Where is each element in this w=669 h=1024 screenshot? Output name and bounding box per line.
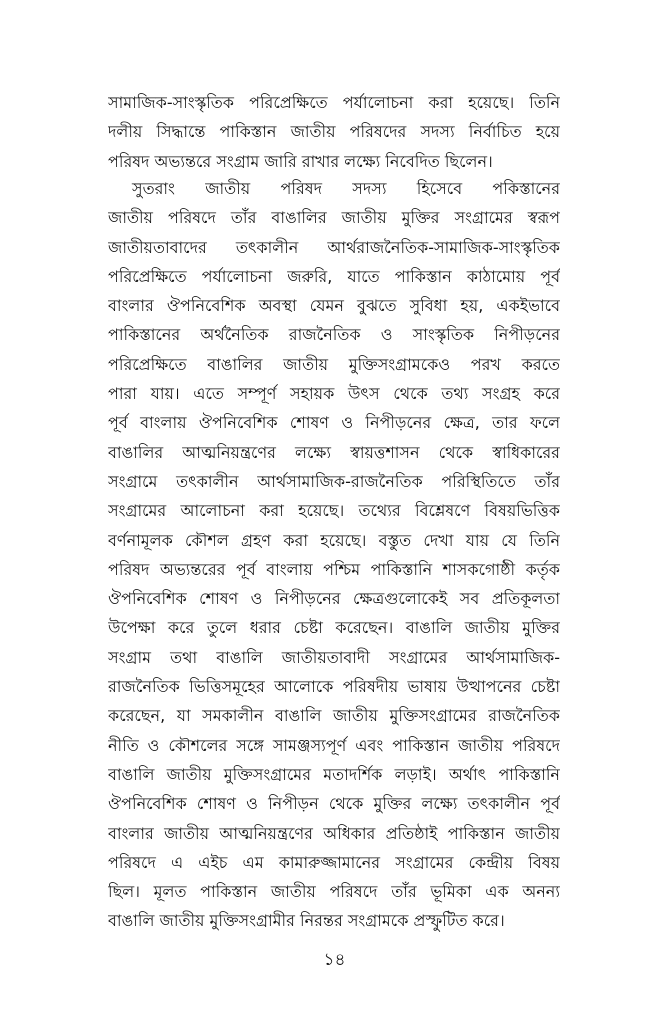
text-line: ঔপনিবেশিক শোষণ ও নিপীড়নের ক্ষেত্রগুলোকেই সব প্রতিকূলতা — [108, 589, 560, 609]
text-line: জাতীয়তাবাদের তৎকালীন আর্থরাজনৈতিক-সামাজিক-সাংস্কৃতিক — [108, 237, 560, 257]
text-line: বাংলার ঔপনিবেশিক অবস্থা যেমন বুঝতে সুবিধা হয়, একইভাবে — [108, 296, 560, 316]
text-line: নীতি ও কৌশলের সঙ্গে সামঞ্জস্যপূর্ণ এবং পাকিস্তান জাতীয় পরিষদে — [108, 735, 560, 755]
paragraph-2 — [108, 174, 560, 936]
paragraph-1 — [108, 88, 560, 176]
text-line: বাংলার জাতীয় আত্মনিয়ন্ত্রণের অধিকার প্রতিষ্ঠাই পাকিস্তান জাতীয় — [108, 823, 560, 843]
text-line: সংগ্রাম তথা বাঙালি জাতীয়তাবাদী সংগ্রামের আর্থসামাজিক- — [108, 647, 560, 667]
text-line: ঔপনিবেশিক শোষণ ও নিপীড়ন থেকে মুক্তির লক্ষ্যে তৎকালীন পূর্ব — [108, 794, 560, 814]
text-line: ছিল। মূলত পাকিস্তান জাতীয় পরিষদে তাঁর ভূমিকা এক অনন্য — [108, 882, 560, 902]
text-line: বর্ণনামূলক কৌশল গ্রহণ করা হয়েছে। বস্তুত দেখা যায় যে তিনি — [108, 530, 560, 550]
text-line: পরিষদ অভ্যন্তরের পূর্ব বাংলায় পশ্চিম পাকিস্তানি শাসকগোষ্ঠী কর্তৃক — [108, 559, 560, 579]
text-line: রাজনৈতিক ভিত্তিসমূহের আলোকে পরিষদীয় ভাষায় উত্থাপনের চেষ্টা — [108, 677, 560, 697]
text-line: করেছেন, যা সমকালীন বাঙালি জাতীয় মুক্তিসংগ্রামের রাজনৈতিক — [108, 706, 560, 726]
text-line: পাকিস্তানের অর্থনৈতিক রাজনৈতিক ও সাংস্কৃতিক নিপীড়নের — [108, 325, 560, 345]
text-line: পরিষদে এ এইচ এম কামারুজ্জামানের সংগ্রামের কেন্দ্রীয় বিষয় — [108, 852, 560, 872]
text-line: সুতরাং জাতীয় পরিষদ সদস্য হিসেবে পকিস্তানের — [132, 179, 560, 198]
text-line: দলীয় সিদ্ধান্তে পাকিস্তান জাতীয় পরিষদের সদস্য নির্বাচিত হয়ে — [108, 122, 560, 142]
text-line: সংগ্রামে তৎকালীন আর্থসামাজিক-রাজনৈতিক পরিস্থিতিতে তাঁর — [108, 471, 560, 491]
text-line: জাতীয় পরিষদে তাঁর বাঙালির জাতীয় মুক্তির সংগ্রামের স্বরূপ — [108, 208, 560, 228]
text-line: সামাজিক-সাংস্কৃতিক পরিপ্রেক্ষিতে পর্যালোচনা করা হয়েছে। তিনি — [108, 93, 560, 112]
text-line: পরিপ্রেক্ষিতে পর্যালোচনা জরুরি, যাতে পাকিস্তান কাঠামোয় পূর্ব — [108, 266, 560, 286]
text-line: পারা যায়। এতে সম্পূর্ণ সহায়ক উৎস থেকে তথ্য সংগ্রহ করে — [108, 384, 560, 404]
text-line: সংগ্রামের আলোচনা করা হয়েছে। তথ্যের বিশ্লেষণে বিষয়ভিত্তিক — [108, 501, 560, 521]
text-line: উপেক্ষা করে তুলে ধরার চেষ্টা করেছেন। বাঙালি জাতীয় মুক্তির — [108, 618, 560, 638]
text-line: পূর্ব বাংলায় ঔপনিবেশিক শোষণ ও নিপীড়নের ক্ষেত্র, তার ফলে — [108, 413, 560, 433]
text-line: পরিপ্রেক্ষিতে বাঙালির জাতীয় মুক্তিসংগ্রামকেও পরখ করতে — [108, 354, 560, 374]
page-number: ১৪ — [323, 950, 346, 970]
text-line: বাঙালির আত্মনিয়ন্ত্রণের লক্ষ্যে স্বায়ত্তশাসন থেকে স্বাধিকারের — [108, 442, 560, 462]
text-line: পরিষদ অভ্যন্তরে সংগ্রাম জারি রাখার লক্ষ্যে নিবেদিত ছিলেন। — [108, 151, 493, 171]
text-line: বাঙালি জাতীয় মুক্তিসংগ্রামের মতাদর্শিক লড়াই। অর্থাৎ পাকিস্তানি — [108, 764, 560, 784]
text-line: বাঙালি জাতীয় মুক্তিসংগ্রামীর নিরন্তর সংগ্রামকে প্রস্ফুটিত করে। — [108, 911, 505, 931]
